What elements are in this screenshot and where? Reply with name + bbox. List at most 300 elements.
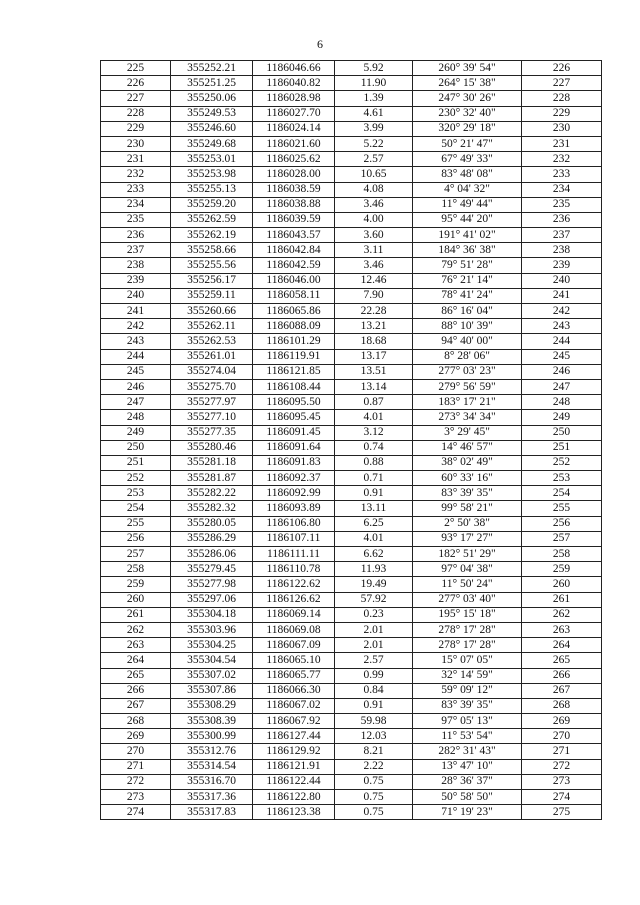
x-coordinate-cell: 355274.04 — [171, 364, 253, 379]
x-coordinate-cell: 355304.18 — [171, 607, 253, 622]
point-number-cell: 241 — [101, 304, 171, 319]
direction-angle-cell: 8° 28' 06" — [413, 349, 522, 364]
next-point-number-cell: 265 — [522, 653, 602, 668]
y-coordinate-cell: 1186058.11 — [253, 288, 335, 303]
x-coordinate-cell: 355282.22 — [171, 486, 253, 501]
x-coordinate-cell: 355259.11 — [171, 288, 253, 303]
next-point-number-cell: 243 — [522, 319, 602, 334]
point-number-cell: 246 — [101, 379, 171, 394]
x-coordinate-cell: 355259.20 — [171, 197, 253, 212]
y-coordinate-cell: 1186122.80 — [253, 790, 335, 805]
y-coordinate-cell: 1186039.59 — [253, 212, 335, 227]
x-coordinate-cell: 355262.11 — [171, 319, 253, 334]
distance-cell: 13.17 — [335, 349, 413, 364]
direction-angle-cell: 278° 17' 28" — [413, 638, 522, 653]
x-coordinate-cell: 355308.39 — [171, 714, 253, 729]
table-row — [101, 486, 602, 501]
distance-cell: 4.61 — [335, 106, 413, 121]
direction-angle-cell: 277° 03' 23" — [413, 364, 522, 379]
table-row — [101, 607, 602, 622]
direction-angle-cell: 76° 21' 14" — [413, 273, 522, 288]
point-number-cell: 273 — [101, 790, 171, 805]
x-coordinate-cell: 355307.02 — [171, 668, 253, 683]
distance-cell: 1.39 — [335, 91, 413, 106]
direction-angle-cell: 97° 05' 13" — [413, 714, 522, 729]
direction-angle-cell: 99° 58' 21" — [413, 501, 522, 516]
y-coordinate-cell: 1186067.02 — [253, 698, 335, 713]
point-number-cell: 244 — [101, 349, 171, 364]
x-coordinate-cell: 355262.53 — [171, 334, 253, 349]
next-point-number-cell: 267 — [522, 683, 602, 698]
next-point-number-cell: 253 — [522, 471, 602, 486]
y-coordinate-cell: 1186069.08 — [253, 622, 335, 637]
x-coordinate-cell: 355314.54 — [171, 759, 253, 774]
next-point-number-cell: 274 — [522, 790, 602, 805]
direction-angle-cell: 67° 49' 33" — [413, 152, 522, 167]
y-coordinate-cell: 1186067.09 — [253, 638, 335, 653]
table-row — [101, 547, 602, 562]
distance-cell: 0.84 — [335, 683, 413, 698]
next-point-number-cell: 263 — [522, 622, 602, 637]
direction-angle-cell: 59° 09' 12" — [413, 683, 522, 698]
point-number-cell: 225 — [101, 61, 171, 76]
table-row — [101, 258, 602, 273]
table-row — [101, 273, 602, 288]
distance-cell: 57.92 — [335, 592, 413, 607]
distance-cell: 2.22 — [335, 759, 413, 774]
direction-angle-cell: 11° 49' 44" — [413, 197, 522, 212]
direction-angle-cell: 83° 48' 08" — [413, 167, 522, 182]
next-point-number-cell: 228 — [522, 91, 602, 106]
direction-angle-cell: 4° 04' 32" — [413, 182, 522, 197]
coordinates-table-body — [101, 61, 602, 820]
x-coordinate-cell: 355280.05 — [171, 516, 253, 531]
table-row — [101, 714, 602, 729]
x-coordinate-cell: 355286.06 — [171, 547, 253, 562]
y-coordinate-cell: 1186122.62 — [253, 577, 335, 592]
next-point-number-cell: 259 — [522, 562, 602, 577]
y-coordinate-cell: 1186066.30 — [253, 683, 335, 698]
direction-angle-cell: 183° 17' 21" — [413, 395, 522, 410]
point-number-cell: 253 — [101, 486, 171, 501]
y-coordinate-cell: 1186107.11 — [253, 531, 335, 546]
point-number-cell: 229 — [101, 121, 171, 136]
point-number-cell: 262 — [101, 622, 171, 637]
direction-angle-cell: 88° 10' 39" — [413, 319, 522, 334]
next-point-number-cell: 261 — [522, 592, 602, 607]
distance-cell: 0.91 — [335, 698, 413, 713]
table-row — [101, 379, 602, 394]
distance-cell: 22.28 — [335, 304, 413, 319]
y-coordinate-cell: 1186067.92 — [253, 714, 335, 729]
next-point-number-cell: 254 — [522, 486, 602, 501]
next-point-number-cell: 269 — [522, 714, 602, 729]
direction-angle-cell: 11° 50' 24" — [413, 577, 522, 592]
distance-cell: 2.01 — [335, 638, 413, 653]
x-coordinate-cell: 355300.99 — [171, 729, 253, 744]
distance-cell: 13.14 — [335, 379, 413, 394]
table-row — [101, 364, 602, 379]
x-coordinate-cell: 355279.45 — [171, 562, 253, 577]
table-row — [101, 243, 602, 258]
y-coordinate-cell: 1186065.77 — [253, 668, 335, 683]
distance-cell: 12.03 — [335, 729, 413, 744]
direction-angle-cell: 195° 15' 18" — [413, 607, 522, 622]
table-row — [101, 744, 602, 759]
next-point-number-cell: 272 — [522, 759, 602, 774]
point-number-cell: 227 — [101, 91, 171, 106]
point-number-cell: 250 — [101, 440, 171, 455]
x-coordinate-cell: 355277.98 — [171, 577, 253, 592]
y-coordinate-cell: 1186108.44 — [253, 379, 335, 394]
distance-cell: 4.00 — [335, 212, 413, 227]
next-point-number-cell: 231 — [522, 136, 602, 151]
point-number-cell: 268 — [101, 714, 171, 729]
point-number-cell: 271 — [101, 759, 171, 774]
next-point-number-cell: 252 — [522, 455, 602, 470]
y-coordinate-cell: 1186042.59 — [253, 258, 335, 273]
y-coordinate-cell: 1186088.09 — [253, 319, 335, 334]
next-point-number-cell: 237 — [522, 228, 602, 243]
distance-cell: 6.25 — [335, 516, 413, 531]
next-point-number-cell: 250 — [522, 425, 602, 440]
y-coordinate-cell: 1186040.82 — [253, 76, 335, 91]
point-number-cell: 270 — [101, 744, 171, 759]
direction-angle-cell: 79° 51' 28" — [413, 258, 522, 273]
distance-cell: 5.92 — [335, 61, 413, 76]
x-coordinate-cell: 355251.25 — [171, 76, 253, 91]
table-row — [101, 501, 602, 516]
table-row — [101, 774, 602, 789]
x-coordinate-cell: 355312.76 — [171, 744, 253, 759]
x-coordinate-cell: 355281.18 — [171, 455, 253, 470]
x-coordinate-cell: 355317.83 — [171, 805, 253, 820]
table-row — [101, 577, 602, 592]
table-row — [101, 622, 602, 637]
y-coordinate-cell: 1186129.92 — [253, 744, 335, 759]
x-coordinate-cell: 355297.06 — [171, 592, 253, 607]
table-row — [101, 790, 602, 805]
y-coordinate-cell: 1186065.86 — [253, 304, 335, 319]
table-row — [101, 304, 602, 319]
x-coordinate-cell: 355258.66 — [171, 243, 253, 258]
direction-angle-cell: 95° 44' 20" — [413, 212, 522, 227]
point-number-cell: 240 — [101, 288, 171, 303]
next-point-number-cell: 256 — [522, 516, 602, 531]
y-coordinate-cell: 1186095.45 — [253, 410, 335, 425]
x-coordinate-cell: 355317.36 — [171, 790, 253, 805]
point-number-cell: 267 — [101, 698, 171, 713]
point-number-cell: 263 — [101, 638, 171, 653]
next-point-number-cell: 246 — [522, 364, 602, 379]
y-coordinate-cell: 1186110.78 — [253, 562, 335, 577]
table-row — [101, 167, 602, 182]
distance-cell: 19.49 — [335, 577, 413, 592]
point-number-cell: 266 — [101, 683, 171, 698]
point-number-cell: 260 — [101, 592, 171, 607]
point-number-cell: 274 — [101, 805, 171, 820]
distance-cell: 0.71 — [335, 471, 413, 486]
point-number-cell: 269 — [101, 729, 171, 744]
distance-cell: 0.23 — [335, 607, 413, 622]
point-number-cell: 258 — [101, 562, 171, 577]
table-row — [101, 334, 602, 349]
point-number-cell: 251 — [101, 455, 171, 470]
distance-cell: 0.75 — [335, 774, 413, 789]
y-coordinate-cell: 1186127.44 — [253, 729, 335, 744]
x-coordinate-cell: 355256.17 — [171, 273, 253, 288]
next-point-number-cell: 240 — [522, 273, 602, 288]
table-row — [101, 136, 602, 151]
direction-angle-cell: 15° 07' 05" — [413, 653, 522, 668]
y-coordinate-cell: 1186123.38 — [253, 805, 335, 820]
x-coordinate-cell: 355261.01 — [171, 349, 253, 364]
x-coordinate-cell: 355304.54 — [171, 653, 253, 668]
x-coordinate-cell: 355308.29 — [171, 698, 253, 713]
y-coordinate-cell: 1186028.00 — [253, 167, 335, 182]
next-point-number-cell: 275 — [522, 805, 602, 820]
point-number-cell: 248 — [101, 410, 171, 425]
table-row — [101, 516, 602, 531]
table-row — [101, 61, 602, 76]
table-row — [101, 805, 602, 820]
direction-angle-cell: 277° 03' 40" — [413, 592, 522, 607]
x-coordinate-cell: 355249.53 — [171, 106, 253, 121]
x-coordinate-cell: 355277.10 — [171, 410, 253, 425]
distance-cell: 12.46 — [335, 273, 413, 288]
direction-angle-cell: 278° 17' 28" — [413, 622, 522, 637]
y-coordinate-cell: 1186091.83 — [253, 455, 335, 470]
y-coordinate-cell: 1186119.91 — [253, 349, 335, 364]
distance-cell: 0.74 — [335, 440, 413, 455]
direction-angle-cell: 38° 02' 49" — [413, 455, 522, 470]
point-number-cell: 245 — [101, 364, 171, 379]
distance-cell: 4.01 — [335, 531, 413, 546]
distance-cell: 6.62 — [335, 547, 413, 562]
next-point-number-cell: 244 — [522, 334, 602, 349]
next-point-number-cell: 249 — [522, 410, 602, 425]
next-point-number-cell: 262 — [522, 607, 602, 622]
distance-cell: 3.12 — [335, 425, 413, 440]
table-row — [101, 759, 602, 774]
point-number-cell: 233 — [101, 182, 171, 197]
table-row — [101, 76, 602, 91]
distance-cell: 2.57 — [335, 653, 413, 668]
point-number-cell: 265 — [101, 668, 171, 683]
direction-angle-cell: 320° 29' 18" — [413, 121, 522, 136]
distance-cell: 18.68 — [335, 334, 413, 349]
next-point-number-cell: 264 — [522, 638, 602, 653]
distance-cell: 0.75 — [335, 805, 413, 820]
distance-cell: 2.57 — [335, 152, 413, 167]
direction-angle-cell: 282° 31' 43" — [413, 744, 522, 759]
table-row — [101, 592, 602, 607]
point-number-cell: 256 — [101, 531, 171, 546]
table-row — [101, 395, 602, 410]
x-coordinate-cell: 355262.19 — [171, 228, 253, 243]
x-coordinate-cell: 355286.29 — [171, 531, 253, 546]
y-coordinate-cell: 1186092.99 — [253, 486, 335, 501]
point-number-cell: 236 — [101, 228, 171, 243]
distance-cell: 11.90 — [335, 76, 413, 91]
distance-cell: 0.99 — [335, 668, 413, 683]
direction-angle-cell: 83° 39' 35" — [413, 698, 522, 713]
next-point-number-cell: 232 — [522, 152, 602, 167]
next-point-number-cell: 273 — [522, 774, 602, 789]
table-row — [101, 683, 602, 698]
direction-angle-cell: 182° 51' 29" — [413, 547, 522, 562]
table-row — [101, 212, 602, 227]
direction-angle-cell: 2° 50' 38" — [413, 516, 522, 531]
y-coordinate-cell: 1186122.44 — [253, 774, 335, 789]
y-coordinate-cell: 1186111.11 — [253, 547, 335, 562]
distance-cell: 11.93 — [335, 562, 413, 577]
next-point-number-cell: 242 — [522, 304, 602, 319]
next-point-number-cell: 270 — [522, 729, 602, 744]
direction-angle-cell: 247° 30' 26" — [413, 91, 522, 106]
direction-angle-cell: 260° 39' 54" — [413, 61, 522, 76]
table-row — [101, 729, 602, 744]
y-coordinate-cell: 1186091.45 — [253, 425, 335, 440]
point-number-cell: 257 — [101, 547, 171, 562]
x-coordinate-cell: 355246.60 — [171, 121, 253, 136]
table-row — [101, 349, 602, 364]
direction-angle-cell: 93° 17' 27" — [413, 531, 522, 546]
distance-cell: 0.91 — [335, 486, 413, 501]
x-coordinate-cell: 355304.25 — [171, 638, 253, 653]
x-coordinate-cell: 355303.96 — [171, 622, 253, 637]
direction-angle-cell: 273° 34' 34" — [413, 410, 522, 425]
x-coordinate-cell: 355282.32 — [171, 501, 253, 516]
point-number-cell: 259 — [101, 577, 171, 592]
table-row — [101, 638, 602, 653]
direction-angle-cell: 230° 32' 40" — [413, 106, 522, 121]
direction-angle-cell: 97° 04' 38" — [413, 562, 522, 577]
x-coordinate-cell: 355255.13 — [171, 182, 253, 197]
y-coordinate-cell: 1186101.29 — [253, 334, 335, 349]
point-number-cell: 272 — [101, 774, 171, 789]
direction-angle-cell: 191° 41' 02" — [413, 228, 522, 243]
x-coordinate-cell: 355275.70 — [171, 379, 253, 394]
direction-angle-cell: 264° 15' 38" — [413, 76, 522, 91]
x-coordinate-cell: 355316.70 — [171, 774, 253, 789]
y-coordinate-cell: 1186046.66 — [253, 61, 335, 76]
distance-cell: 3.11 — [335, 243, 413, 258]
point-number-cell: 239 — [101, 273, 171, 288]
next-point-number-cell: 248 — [522, 395, 602, 410]
point-number-cell: 226 — [101, 76, 171, 91]
y-coordinate-cell: 1186046.00 — [253, 273, 335, 288]
next-point-number-cell: 229 — [522, 106, 602, 121]
table-row — [101, 653, 602, 668]
table-row — [101, 288, 602, 303]
next-point-number-cell: 227 — [522, 76, 602, 91]
distance-cell: 2.01 — [335, 622, 413, 637]
y-coordinate-cell: 1186106.80 — [253, 516, 335, 531]
table-row — [101, 152, 602, 167]
next-point-number-cell: 238 — [522, 243, 602, 258]
direction-angle-cell: 32° 14' 59" — [413, 668, 522, 683]
direction-angle-cell: 83° 39' 35" — [413, 486, 522, 501]
table-row — [101, 182, 602, 197]
table-row — [101, 531, 602, 546]
distance-cell: 59.98 — [335, 714, 413, 729]
x-coordinate-cell: 355255.56 — [171, 258, 253, 273]
distance-cell: 10.65 — [335, 167, 413, 182]
direction-angle-cell: 50° 21' 47" — [413, 136, 522, 151]
next-point-number-cell: 236 — [522, 212, 602, 227]
next-point-number-cell: 266 — [522, 668, 602, 683]
table-row — [101, 410, 602, 425]
table-row — [101, 106, 602, 121]
next-point-number-cell: 268 — [522, 698, 602, 713]
table-row — [101, 440, 602, 455]
distance-cell: 0.75 — [335, 790, 413, 805]
distance-cell: 0.88 — [335, 455, 413, 470]
y-coordinate-cell: 1186027.70 — [253, 106, 335, 121]
y-coordinate-cell: 1186038.59 — [253, 182, 335, 197]
direction-angle-cell: 184° 36' 38" — [413, 243, 522, 258]
point-number-cell: 232 — [101, 167, 171, 182]
point-number-cell: 249 — [101, 425, 171, 440]
distance-cell: 7.90 — [335, 288, 413, 303]
distance-cell: 8.21 — [335, 744, 413, 759]
y-coordinate-cell: 1186091.64 — [253, 440, 335, 455]
x-coordinate-cell: 355277.35 — [171, 425, 253, 440]
next-point-number-cell: 247 — [522, 379, 602, 394]
coordinates-table — [100, 60, 602, 820]
table-row — [101, 698, 602, 713]
point-number-cell: 230 — [101, 136, 171, 151]
table-row — [101, 562, 602, 577]
distance-cell: 5.22 — [335, 136, 413, 151]
distance-cell: 3.60 — [335, 228, 413, 243]
distance-cell: 13.21 — [335, 319, 413, 334]
y-coordinate-cell: 1186069.14 — [253, 607, 335, 622]
point-number-cell: 242 — [101, 319, 171, 334]
y-coordinate-cell: 1186042.84 — [253, 243, 335, 258]
direction-angle-cell: 11° 53' 54" — [413, 729, 522, 744]
direction-angle-cell: 14° 46' 57" — [413, 440, 522, 455]
next-point-number-cell: 245 — [522, 349, 602, 364]
point-number-cell: 264 — [101, 653, 171, 668]
table-row — [101, 91, 602, 106]
y-coordinate-cell: 1186043.57 — [253, 228, 335, 243]
next-point-number-cell: 239 — [522, 258, 602, 273]
distance-cell: 0.87 — [335, 395, 413, 410]
table-row — [101, 197, 602, 212]
direction-angle-cell: 86° 16' 04" — [413, 304, 522, 319]
point-number-cell: 252 — [101, 471, 171, 486]
y-coordinate-cell: 1186126.62 — [253, 592, 335, 607]
next-point-number-cell: 258 — [522, 547, 602, 562]
point-number-cell: 254 — [101, 501, 171, 516]
y-coordinate-cell: 1186025.62 — [253, 152, 335, 167]
next-point-number-cell: 233 — [522, 167, 602, 182]
direction-angle-cell: 28° 36' 37" — [413, 774, 522, 789]
direction-angle-cell: 279° 56' 59" — [413, 379, 522, 394]
point-number-cell: 228 — [101, 106, 171, 121]
point-number-cell: 255 — [101, 516, 171, 531]
direction-angle-cell: 3° 29' 45" — [413, 425, 522, 440]
distance-cell: 13.51 — [335, 364, 413, 379]
x-coordinate-cell: 355249.68 — [171, 136, 253, 151]
table-row — [101, 425, 602, 440]
distance-cell: 3.46 — [335, 258, 413, 273]
point-number-cell: 247 — [101, 395, 171, 410]
x-coordinate-cell: 355277.97 — [171, 395, 253, 410]
next-point-number-cell: 251 — [522, 440, 602, 455]
